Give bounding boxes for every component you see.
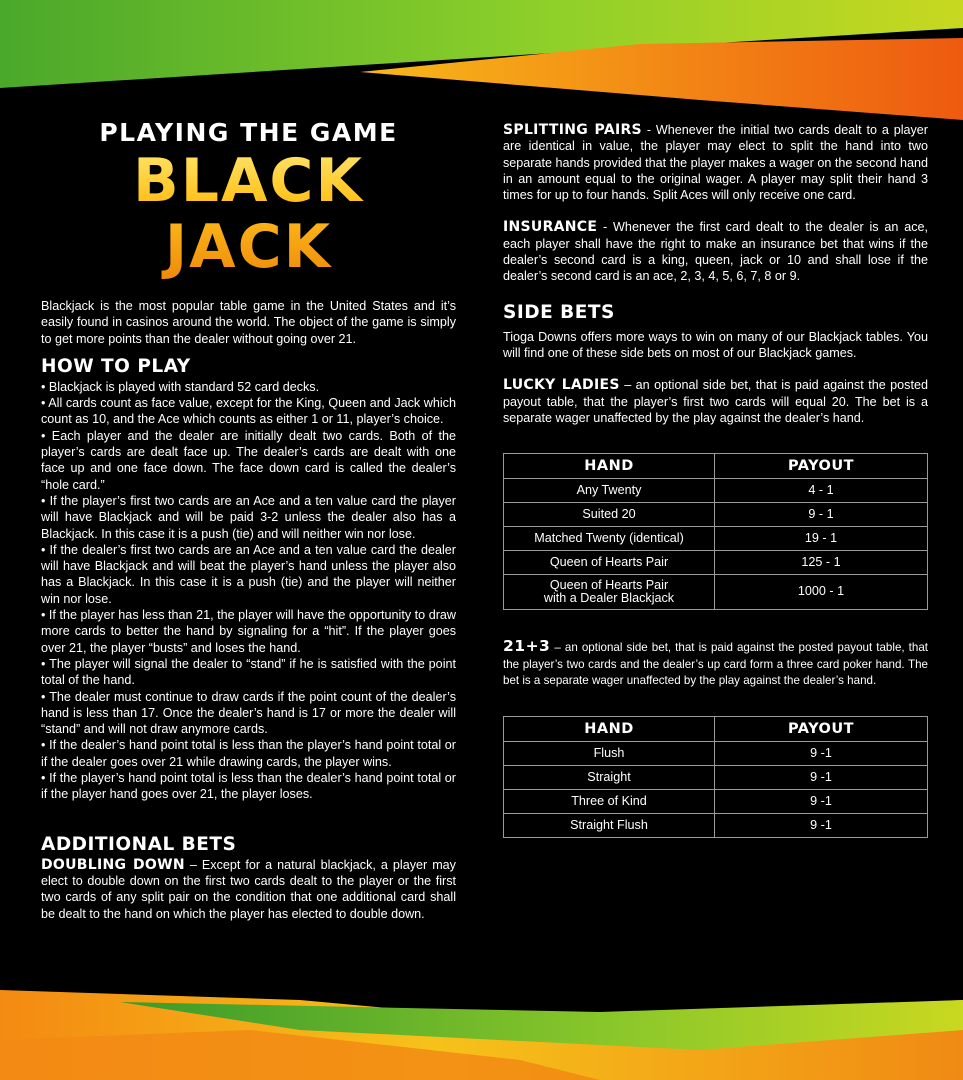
payout-cell: 9 - 1 bbox=[715, 503, 928, 527]
page-title: BLACK JACK bbox=[41, 148, 456, 280]
table-row bbox=[504, 503, 928, 527]
rule-bullet: • Each player and the dealer are initially dealt two cards. Both of the player’s cards are dealt face up. The dealer’s cards are dealt with one face up and one face down. The face down card is called the dealer’s “hole card.” bbox=[41, 428, 456, 492]
doubling-down-paragraph bbox=[41, 857, 456, 922]
payout-cell: 19 - 1 bbox=[715, 527, 928, 551]
payout-cell: 9 -1 bbox=[715, 766, 928, 790]
table-row bbox=[504, 575, 928, 610]
twenty-one-plus-three-lead: 21+3 bbox=[503, 637, 551, 656]
rule-bullet: • If the player’s first two cards are an Ace and a ten value card the player will have Blackjack and will be paid 3-2 unless the dealer also has a Blackjack. In this case it is a push (tie) and will neither win nor lose. bbox=[41, 493, 456, 541]
rule-bullet: • All cards count as face value, except for the King, Queen and Jack which count as 10, and the Ace which counts as either 1 or 11, player’s choice. bbox=[41, 396, 456, 427]
column-header-hand: HAND bbox=[504, 717, 715, 742]
table-header-row bbox=[504, 454, 928, 479]
column-header-payout: PAYOUT bbox=[715, 717, 928, 742]
hand-cell: Three of Kind bbox=[504, 790, 715, 814]
rule-bullet: • The dealer must continue to draw cards if the point count of the dealer’s hand is less than 17. Once the dealer’s hand is 17 or more the dealer will “stand” and will not draw anymore cards. bbox=[41, 689, 456, 737]
insurance-paragraph bbox=[503, 219, 928, 284]
hand-cell: Queen of Hearts Pair bbox=[504, 551, 715, 575]
rule-bullet: • If the player’s hand point total is less than the dealer’s hand point total or if the player hand goes over 21, the player loses. bbox=[41, 771, 456, 802]
splitting-pairs-lead: SPLITTING PAIRS bbox=[503, 122, 642, 138]
payout-cell: 1000 - 1 bbox=[715, 575, 928, 610]
side-bets-intro: Tioga Downs offers more ways to win on many of our Blackjack tables. You will find one of these side bets on most of our Blackjack games. bbox=[503, 329, 928, 360]
insurance-lead: INSURANCE bbox=[503, 219, 598, 236]
right-column bbox=[503, 122, 928, 838]
splitting-pairs-paragraph bbox=[503, 122, 928, 203]
table-row bbox=[504, 479, 928, 503]
twenty-one-plus-three-payout-table bbox=[503, 716, 928, 838]
twenty-one-plus-three-text: – an optional side bet, that is paid against the posted payout table, that the player’s two cards and the dealer’s up card form a three card poker hand. The bet is a separate wager unaffected by the play against the dealer’s hand. bbox=[503, 641, 928, 687]
doubling-down-lead: DOUBLING DOWN bbox=[41, 856, 185, 873]
twenty-one-plus-three-paragraph bbox=[503, 638, 928, 689]
payout-cell: 9 -1 bbox=[715, 814, 928, 838]
table-row bbox=[504, 527, 928, 551]
table-row bbox=[504, 742, 928, 766]
payout-cell: 9 -1 bbox=[715, 742, 928, 766]
side-bets-heading: SIDE BETS bbox=[503, 301, 615, 323]
rule-bullet: • If the player has less than 21, the player will have the opportunity to draw more cards to better the hand by signaling for a “hit”. If the player goes over 21, the player “busts” and loses the hand. bbox=[41, 608, 456, 655]
kicker-heading: PLAYING THE GAME bbox=[99, 118, 398, 147]
additional-bets-heading: ADDITIONAL BETS bbox=[41, 833, 237, 855]
rule-bullet: • If the dealer’s hand point total is less than the player’s hand point total or if the dealer goes over 21 while drawing cards, the player wins. bbox=[41, 738, 456, 769]
hand-cell: Straight bbox=[504, 766, 715, 790]
doubling-down-text: – Except for a natural blackjack, a player may elect to double down on the first two cards dealt to the player or the first two cards of any split pair on the condition that one additional card shall be dealt to the hand on which the player has elected to double down. bbox=[41, 857, 456, 921]
column-header-payout: PAYOUT bbox=[715, 454, 928, 479]
hand-cell: Queen of Hearts Pair with a Dealer Blackjack bbox=[504, 575, 715, 610]
splitting-pairs-text: - Whenever the initial two cards dealt to a player are identical in value, the player may elect to split the hand into two separate hands provided that the player makes a wager on the second hand in an amount equal to the original wager. A player may split their hand 3 times for up to four hands. Split Aces will only receive one card. bbox=[503, 123, 928, 203]
payout-cell: 9 -1 bbox=[715, 790, 928, 814]
hand-cell: Straight Flush bbox=[504, 814, 715, 838]
table-row bbox=[504, 766, 928, 790]
hand-cell: Any Twenty bbox=[504, 479, 715, 503]
column-header-hand: HAND bbox=[504, 454, 715, 479]
intro-paragraph: Blackjack is the most popular table game in the United States and it’s easily found in casinos around the world. The object of the game is simply to get more points than the dealer without going over 21. bbox=[41, 299, 456, 346]
rule-bullet: • The player will signal the dealer to “stand” if he is satisfied with the point total of the hand. bbox=[41, 656, 456, 688]
hand-cell: Matched Twenty (identical) bbox=[504, 527, 715, 551]
rule-bullet: • If the dealer’s first two cards are an Ace and a ten value card the dealer will have Blackjack and will beat the player’s hand unless the player also has a Blackjack. In this case it is a push (tie) and the player will neither win nor lose. bbox=[41, 542, 456, 606]
rule-bullet: • Blackjack is played with standard 52 card decks. bbox=[41, 379, 320, 394]
table-row bbox=[504, 551, 928, 575]
hand-cell: Flush bbox=[504, 742, 715, 766]
insurance-text: - Whenever the first card dealt to the dealer is an ace, each player shall have the right to make an insurance bet that wins if the dealer’s second card is a king, queen, jack or 10 and shall lose if the dealer’s second card is an ace, 2, 3, 4, 5, 6, 7, 8 or 9. bbox=[503, 220, 928, 284]
table-header-row bbox=[504, 717, 928, 742]
how-to-play-heading: HOW TO PLAY bbox=[41, 355, 191, 377]
table-row bbox=[504, 814, 928, 838]
left-column bbox=[41, 118, 456, 922]
lucky-ladies-paragraph bbox=[503, 377, 928, 426]
table-row bbox=[504, 790, 928, 814]
lucky-ladies-text: – an optional side bet, that is paid against the posted payout table, that the player’s first two cards will equal 20. The bet is a separate wager unaffected by the play against the dealer’s hand. bbox=[503, 378, 928, 425]
lucky-ladies-payout-table bbox=[503, 453, 928, 610]
lucky-ladies-lead: LUCKY LADIES bbox=[503, 377, 620, 394]
hand-cell: Suited 20 bbox=[504, 503, 715, 527]
payout-cell: 4 - 1 bbox=[715, 479, 928, 503]
payout-cell: 125 - 1 bbox=[715, 551, 928, 575]
